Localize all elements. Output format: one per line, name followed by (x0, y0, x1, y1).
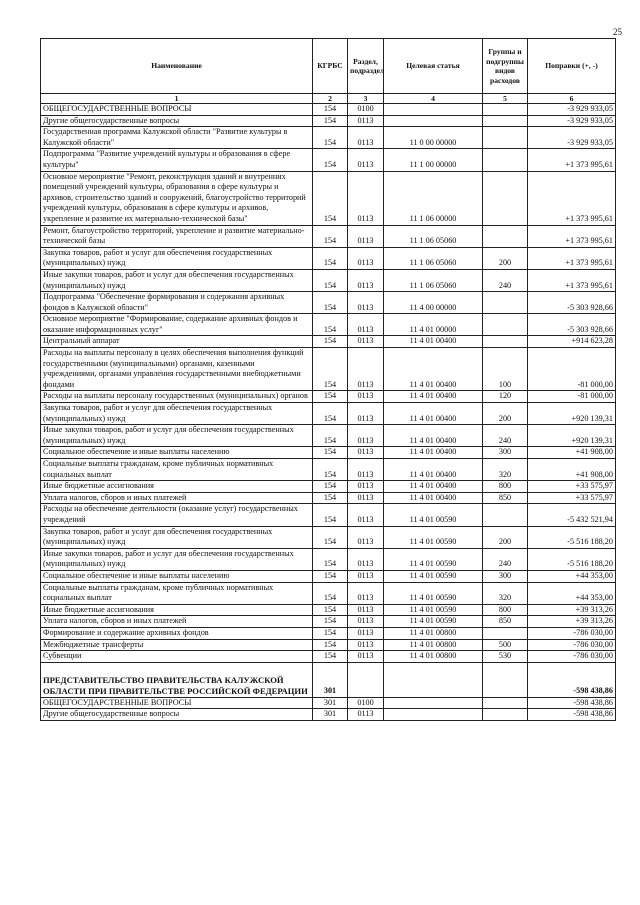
row-kgrbs: 154 (313, 447, 348, 459)
row-amount: +39 313,26 (528, 616, 616, 628)
row-target-article (384, 697, 483, 709)
row-razdel: 0113 (348, 604, 384, 616)
row-target-article (384, 115, 483, 127)
row-target-article: 11 4 01 00400 (384, 403, 483, 425)
row-kgrbs: 154 (313, 104, 348, 116)
row-expense-type: 200 (483, 403, 528, 425)
row-target-article: 11 4 01 00800 (384, 651, 483, 663)
row-razdel: 0113 (348, 314, 384, 336)
row-razdel: 0113 (348, 115, 384, 127)
table-row (41, 504, 616, 526)
row-name: Иные бюджетные ассигнования (41, 604, 313, 616)
row-expense-type (483, 709, 528, 721)
row-target-article: 11 4 01 00590 (384, 570, 483, 582)
row-amount: +1 373 995,61 (528, 171, 616, 225)
row-target-article: 11 4 01 00590 (384, 526, 483, 548)
row-expense-type: 320 (483, 459, 528, 481)
row-kgrbs: 154 (313, 504, 348, 526)
row-amount: -5 516 188,20 (528, 548, 616, 570)
row-amount: +1 373 995,61 (528, 149, 616, 171)
row-name: Иные закупки товаров, работ и услуг для обеспечения государственных (муниципальных) нужд (41, 269, 313, 291)
row-razdel: 0113 (348, 570, 384, 582)
row-expense-type (483, 662, 528, 697)
table-row (41, 459, 616, 481)
row-target-article: 11 4 01 00590 (384, 548, 483, 570)
row-razdel: 0113 (348, 627, 384, 639)
row-razdel: 0113 (348, 403, 384, 425)
row-name: Иные бюджетные ассигнования (41, 481, 313, 493)
row-kgrbs: 154 (313, 651, 348, 663)
row-name: ПРЕДСТАВИТЕЛЬСТВО ПРАВИТЕЛЬСТВА КАЛУЖСКОЙ ОБЛАСТИ ПРИ ПРАВИТЕЛЬСТВЕ РОССИЙСКОЙ ФЕДЕРАЦИИ (41, 662, 313, 697)
column-number: 3 (348, 94, 384, 104)
row-target-article: 11 4 01 00400 (384, 391, 483, 403)
row-target-article: 11 4 01 00590 (384, 582, 483, 604)
row-target-article: 11 4 01 00400 (384, 336, 483, 348)
row-amount: +44 353,00 (528, 582, 616, 604)
table-row (41, 639, 616, 651)
row-kgrbs: 154 (313, 481, 348, 493)
row-name: Подпрограмма "Развитие учреждений культуры и образования в сфере культуры" (41, 149, 313, 171)
row-kgrbs: 154 (313, 604, 348, 616)
row-expense-type: 120 (483, 391, 528, 403)
column-number: 2 (313, 94, 348, 104)
row-kgrbs: 154 (313, 269, 348, 291)
row-name: Государственная программа Калужской области "Развитие культуры в Калужской области" (41, 127, 313, 149)
row-kgrbs: 154 (313, 582, 348, 604)
row-target-article: 11 4 01 00800 (384, 639, 483, 651)
table-row (41, 709, 616, 721)
row-amount: +44 353,00 (528, 570, 616, 582)
row-target-article: 11 4 01 00400 (384, 481, 483, 493)
row-name: Расходы на выплаты персоналу государственных (муниципальных) органов (41, 391, 313, 403)
column-number: 4 (384, 94, 483, 104)
row-kgrbs: 154 (313, 127, 348, 149)
row-kgrbs: 154 (313, 425, 348, 447)
header-name: Наименование (41, 39, 313, 94)
row-razdel: 0113 (348, 292, 384, 314)
row-amount: -786 030,00 (528, 651, 616, 663)
row-razdel: 0100 (348, 697, 384, 709)
row-expense-type (483, 504, 528, 526)
row-target-article (384, 709, 483, 721)
row-expense-type: 850 (483, 616, 528, 628)
row-razdel: 0113 (348, 149, 384, 171)
row-expense-type: 300 (483, 570, 528, 582)
row-razdel: 0113 (348, 425, 384, 447)
row-expense-type (483, 149, 528, 171)
budget-table (40, 38, 616, 721)
row-kgrbs: 154 (313, 570, 348, 582)
row-amount: -3 929 933,05 (528, 104, 616, 116)
row-kgrbs: 154 (313, 149, 348, 171)
row-expense-type (483, 225, 528, 247)
row-name: Социальные выплаты гражданам, кроме публичных нормативных социальных выплат (41, 582, 313, 604)
table-row (41, 292, 616, 314)
row-target-article: 11 4 01 00400 (384, 459, 483, 481)
header-kgrbs: КГРБС (313, 39, 348, 94)
table-row (41, 481, 616, 493)
row-amount: -598 438,86 (528, 662, 616, 697)
row-target-article: 11 4 01 00400 (384, 492, 483, 504)
row-amount: -3 929 933,05 (528, 127, 616, 149)
row-amount: -5 303 928,66 (528, 314, 616, 336)
row-amount: -598 438,86 (528, 709, 616, 721)
row-razdel: 0113 (348, 391, 384, 403)
row-name: Расходы на обеспечение деятельности (оказание услуг) государственных учреждений (41, 504, 313, 526)
row-expense-type (483, 292, 528, 314)
row-kgrbs: 154 (313, 548, 348, 570)
row-kgrbs: 154 (313, 492, 348, 504)
table-row (41, 616, 616, 628)
row-name: Основное мероприятие "Формирование, содержание архивных фондов и оказание информационных услуг" (41, 314, 313, 336)
row-kgrbs: 301 (313, 709, 348, 721)
row-expense-type: 500 (483, 639, 528, 651)
table-row (41, 548, 616, 570)
row-target-article: 11 0 00 00000 (384, 127, 483, 149)
row-razdel: 0100 (348, 104, 384, 116)
table-row (41, 662, 616, 697)
row-name: Иные закупки товаров, работ и услуг для обеспечения государственных (муниципальных) нужд (41, 425, 313, 447)
row-razdel: 0113 (348, 526, 384, 548)
row-expense-type: 240 (483, 425, 528, 447)
row-expense-type: 200 (483, 526, 528, 548)
row-amount: +33 575,97 (528, 481, 616, 493)
row-target-article: 11 1 06 05060 (384, 247, 483, 269)
header-expense-type: Группы и подгруппы видов расходов (483, 39, 528, 94)
row-kgrbs: 301 (313, 697, 348, 709)
row-razdel: 0113 (348, 582, 384, 604)
row-kgrbs: 154 (313, 459, 348, 481)
row-amount: -81 000,00 (528, 348, 616, 391)
table-row (41, 403, 616, 425)
row-kgrbs: 154 (313, 314, 348, 336)
table-row (41, 570, 616, 582)
row-name: ОБЩЕГОСУДАРСТВЕННЫЕ ВОПРОСЫ (41, 104, 313, 116)
row-kgrbs: 154 (313, 627, 348, 639)
row-razdel: 0113 (348, 225, 384, 247)
row-name: Межбюджетные трансферты (41, 639, 313, 651)
row-amount: +33 575,97 (528, 492, 616, 504)
row-expense-type: 320 (483, 582, 528, 604)
column-number: 5 (483, 94, 528, 104)
row-target-article: 11 4 01 00400 (384, 348, 483, 391)
row-target-article (384, 662, 483, 697)
row-name: Социальное обеспечение и иные выплаты населению (41, 447, 313, 459)
table-row (41, 149, 616, 171)
row-razdel: 0113 (348, 127, 384, 149)
row-kgrbs: 154 (313, 348, 348, 391)
row-target-article: 11 4 01 00590 (384, 504, 483, 526)
header-razdel: Раздел, подраздел (348, 39, 384, 94)
row-razdel: 0113 (348, 492, 384, 504)
row-amount: +914 623,28 (528, 336, 616, 348)
table-row (41, 314, 616, 336)
row-kgrbs: 154 (313, 171, 348, 225)
row-expense-type: 300 (483, 447, 528, 459)
row-expense-type (483, 627, 528, 639)
table-row (41, 127, 616, 149)
row-amount: +41 908,00 (528, 459, 616, 481)
table-row (41, 604, 616, 616)
row-kgrbs: 154 (313, 391, 348, 403)
row-expense-type (483, 171, 528, 225)
table-row (41, 492, 616, 504)
column-number: 6 (528, 94, 616, 104)
row-razdel: 0113 (348, 447, 384, 459)
row-razdel: 0113 (348, 269, 384, 291)
row-target-article: 11 1 06 00000 (384, 171, 483, 225)
table-row (41, 225, 616, 247)
row-amount: +920 139,31 (528, 403, 616, 425)
row-name: Формирование и содержание архивных фондов (41, 627, 313, 639)
row-name: Субвенции (41, 651, 313, 663)
row-razdel: 0113 (348, 348, 384, 391)
row-razdel: 0113 (348, 171, 384, 225)
row-kgrbs: 154 (313, 403, 348, 425)
row-amount: -81 000,00 (528, 391, 616, 403)
row-name: Закупка товаров, работ и услуг для обеспечения государственных (муниципальных) нужд (41, 526, 313, 548)
row-razdel: 0113 (348, 651, 384, 663)
row-kgrbs: 154 (313, 526, 348, 548)
row-name: ОБЩЕГОСУДАРСТВЕННЫЕ ВОПРОСЫ (41, 697, 313, 709)
row-expense-type: 800 (483, 481, 528, 493)
row-name: Расходы на выплаты персоналу в целях обеспечения выполнения функций государственными (муниципальными) органами, казенными учреждениями, органами управления государственными внебюджетными фондами (41, 348, 313, 391)
table-row (41, 247, 616, 269)
column-number-row (41, 94, 616, 104)
row-target-article (384, 104, 483, 116)
row-amount: -786 030,00 (528, 639, 616, 651)
row-target-article: 11 1 06 05060 (384, 225, 483, 247)
row-amount: -598 438,86 (528, 697, 616, 709)
row-target-article: 11 4 01 00400 (384, 447, 483, 459)
row-name: Социальное обеспечение и иные выплаты населению (41, 570, 313, 582)
row-target-article: 11 1 00 00000 (384, 149, 483, 171)
row-expense-type: 850 (483, 492, 528, 504)
row-kgrbs: 154 (313, 292, 348, 314)
row-target-article: 11 4 00 00000 (384, 292, 483, 314)
row-name: Иные закупки товаров, работ и услуг для обеспечения государственных (муниципальных) нужд (41, 548, 313, 570)
row-target-article: 11 1 06 05060 (384, 269, 483, 291)
row-name: Закупка товаров, работ и услуг для обеспечения государственных (муниципальных) нужд (41, 247, 313, 269)
row-amount: -5 516 188,20 (528, 526, 616, 548)
header-row (41, 39, 616, 94)
row-razdel: 0113 (348, 709, 384, 721)
column-number: 1 (41, 94, 313, 104)
row-razdel (348, 662, 384, 697)
header-amendments: Поправки (+, -) (528, 39, 616, 94)
row-target-article: 11 4 01 00800 (384, 627, 483, 639)
table-body (41, 104, 616, 721)
table-row (41, 104, 616, 116)
header-target-article: Целевая статья (384, 39, 483, 94)
row-target-article: 11 4 01 00590 (384, 616, 483, 628)
row-amount: -5 303 928,66 (528, 292, 616, 314)
row-amount: +1 373 995,61 (528, 225, 616, 247)
row-amount: -786 030,00 (528, 627, 616, 639)
row-kgrbs: 154 (313, 639, 348, 651)
row-razdel: 0113 (348, 336, 384, 348)
row-amount: +41 908,00 (528, 447, 616, 459)
row-razdel: 0113 (348, 616, 384, 628)
row-razdel: 0113 (348, 459, 384, 481)
row-expense-type: 240 (483, 269, 528, 291)
row-amount: -5 432 521,94 (528, 504, 616, 526)
table-row (41, 348, 616, 391)
page-number: 25 (613, 27, 622, 37)
row-razdel: 0113 (348, 504, 384, 526)
row-razdel: 0113 (348, 639, 384, 651)
table-row (41, 171, 616, 225)
row-expense-type: 240 (483, 548, 528, 570)
row-kgrbs: 301 (313, 662, 348, 697)
table-row (41, 526, 616, 548)
row-kgrbs: 154 (313, 225, 348, 247)
row-amount: +1 373 995,61 (528, 269, 616, 291)
row-kgrbs: 154 (313, 115, 348, 127)
row-kgrbs: 154 (313, 247, 348, 269)
row-target-article: 11 4 01 00400 (384, 425, 483, 447)
row-expense-type: 530 (483, 651, 528, 663)
row-name: Другие общегосударственные вопросы (41, 115, 313, 127)
row-target-article: 11 4 01 00590 (384, 604, 483, 616)
row-expense-type: 200 (483, 247, 528, 269)
row-name: Уплата налогов, сборов и иных платежей (41, 616, 313, 628)
row-expense-type (483, 104, 528, 116)
table-row (41, 627, 616, 639)
row-amount: +920 139,31 (528, 425, 616, 447)
row-expense-type: 100 (483, 348, 528, 391)
row-razdel: 0113 (348, 481, 384, 493)
table-row (41, 336, 616, 348)
table-row (41, 115, 616, 127)
row-name: Другие общегосударственные вопросы (41, 709, 313, 721)
row-name: Социальные выплаты гражданам, кроме публичных нормативных социальных выплат (41, 459, 313, 481)
row-name: Центральный аппарат (41, 336, 313, 348)
row-expense-type (483, 697, 528, 709)
table-row (41, 425, 616, 447)
row-amount: +1 373 995,61 (528, 247, 616, 269)
row-target-article: 11 4 01 00000 (384, 314, 483, 336)
row-razdel: 0113 (348, 247, 384, 269)
row-amount: +39 313,26 (528, 604, 616, 616)
row-name: Закупка товаров, работ и услуг для обеспечения государственных (муниципальных) нужд (41, 403, 313, 425)
row-razdel: 0113 (348, 548, 384, 570)
table-row (41, 651, 616, 663)
row-expense-type (483, 127, 528, 149)
table-row (41, 447, 616, 459)
row-expense-type (483, 314, 528, 336)
table-row (41, 582, 616, 604)
row-expense-type (483, 336, 528, 348)
row-kgrbs: 154 (313, 336, 348, 348)
table-row (41, 697, 616, 709)
row-amount: -3 929 933,05 (528, 115, 616, 127)
row-expense-type: 800 (483, 604, 528, 616)
row-name: Подпрограмма "Обеспечение формирования и содержания архивных фондов в Калужской области" (41, 292, 313, 314)
row-name: Уплата налогов, сборов и иных платежей (41, 492, 313, 504)
row-name: Основное мероприятие "Ремонт, реконструкция зданий и внутренних помещений учреждений культуры, образования в сфере культуры и архивов, строительство зданий и сооружений, благоустройство территорий учреждений культуры, образования в сфере культуры и архивов, укрепление и развитие их материально-технической базы" (41, 171, 313, 225)
row-name: Ремонт, благоустройство территорий, укрепление и развитие материально-технической базы (41, 225, 313, 247)
table-row (41, 269, 616, 291)
row-kgrbs: 154 (313, 616, 348, 628)
table-row (41, 391, 616, 403)
row-expense-type (483, 115, 528, 127)
